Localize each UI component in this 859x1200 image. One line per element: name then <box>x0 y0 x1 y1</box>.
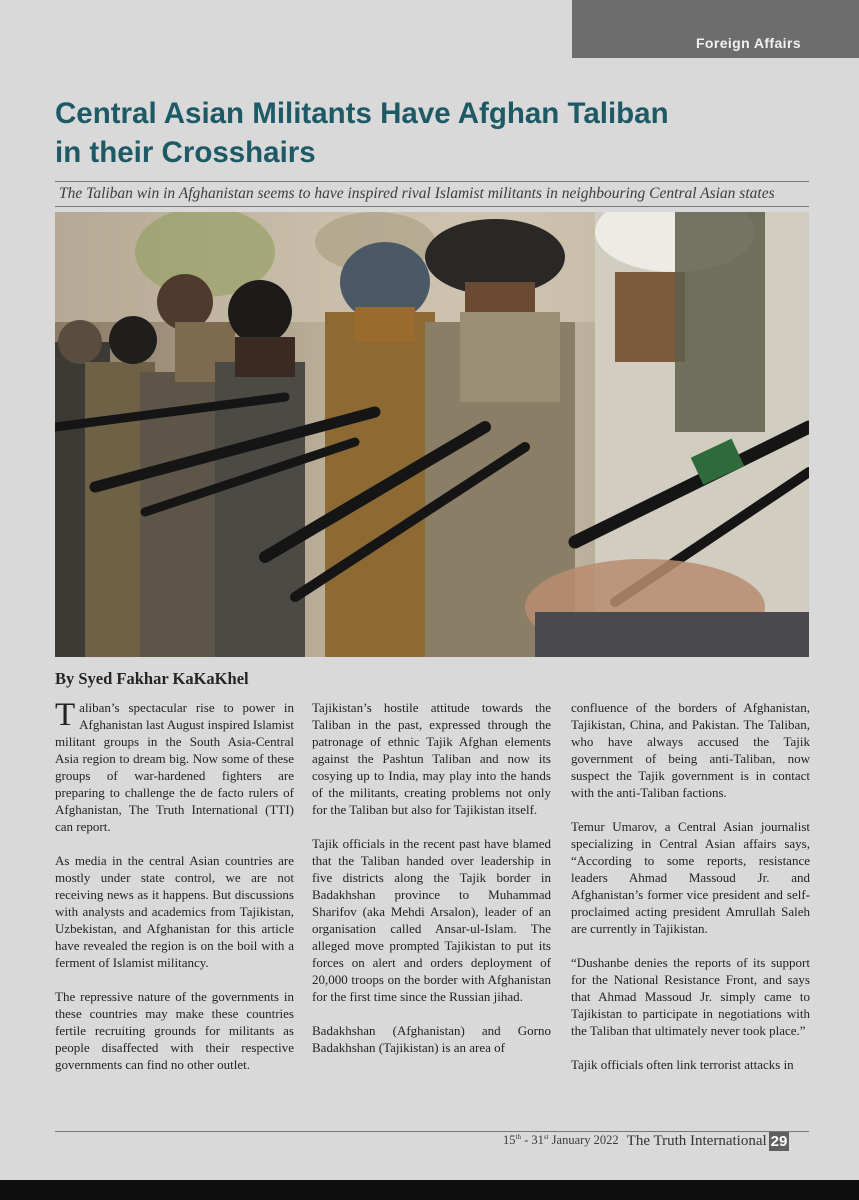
article-standfirst: The Taliban win in Afghanistan seems to have inspired rival Islamist militants in neighbouring Central Asian states <box>55 181 809 207</box>
paragraph: The repressive nature of the governments in these countries may make these countries fertile recruiting grounds for militants as people disaffected with their respective governments can find no other outlet. <box>55 989 294 1072</box>
drop-cap: T <box>55 697 76 733</box>
article-headline <box>55 94 815 172</box>
date-part: - 31 <box>520 1133 544 1148</box>
paragraph: Tajikistan’s hostile attitude towards the Taliban in the past, expressed through the patronage of ethnic Tajik Afghan elements against the Pashtun Taliban and now its cosying up to India, may play into the hands of the militants, creating problems not only for the Taliban but also for Tajikistan itself. <box>312 700 551 817</box>
page-number: 29 <box>770 1132 788 1150</box>
bottom-edge <box>0 1180 859 1200</box>
militants-photo-illustration <box>55 212 809 657</box>
date-suffix: st <box>543 1133 549 1142</box>
paragraph: “Dushanbe denies the reports of its support for the National Resistance Front, and says that Ahmad Massoud Jr. simply came to Tajikistan to participate in negotiations with the Taliban that ultimately never took place.” <box>571 955 810 1038</box>
article-byline: By Syed Fakhar KaKaKhel <box>55 669 249 688</box>
date-suffix: th <box>515 1133 521 1142</box>
section-tab <box>572 0 859 58</box>
date-part: 15 <box>503 1133 516 1148</box>
section-label: Foreign Affairs <box>695 35 801 51</box>
article-column-2 <box>312 699 551 1073</box>
paragraph: Badakhshan (Afghanistan) and Gorno Badakhshan (Tajikistan) is an area of <box>312 1023 551 1055</box>
headline-line-2: in their Crosshairs <box>55 136 316 169</box>
article-photo <box>55 212 809 657</box>
paragraph: Temur Umarov, a Central Asian journalist specializing in Central Asian affairs says, “According to some reports, resistance leaders Ahmad Massoud Jr. and Afghanistan’s former vice president and self-proclaimed acting president Amrullah Saleh are currently in Tajikistan. <box>571 819 810 936</box>
headline-line-1: Central Asian Militants Have Afghan Taliban <box>55 97 669 130</box>
paragraph-text: aliban’s spectacular rise to power in Afghanistan last August inspired Islamist militant groups in the South Asia-Central Asia region to dream big. Now some of these groups of war-hardened fighters are preparing to challenge the de facto rulers of Afghanistan, The Truth International (TTI) can report. <box>55 700 294 834</box>
publication-name: The Truth International <box>626 1132 767 1149</box>
issue-date <box>503 1133 619 1148</box>
date-part: January 2022 <box>548 1133 619 1148</box>
paragraph: Tajik officials often link terrorist attacks in <box>571 1057 794 1072</box>
page-footer <box>503 1130 789 1152</box>
paragraph: As media in the central Asian countries are mostly under state control, we are not receiving news as it happens. But discussions with analysts and academics from Tajikistan, Uzbekistan, and Afghanistan for this article have revealed the region is on the boil with a ferment of Islamist militancy. <box>55 853 294 970</box>
paragraph: confluence of the borders of Afghanistan, Tajikistan, China, and Pakistan. The Taliban, who have always accused the Tajik government of being anti-Taliban, now suspect the Tajik government is in contact with the anti-Taliban factions. <box>571 700 810 800</box>
article-column-1 <box>55 699 294 1090</box>
paragraph: Tajik officials in the recent past have blamed that the Taliban handed over leadership in five districts along the Tajik border in Badakhshan province to Muhammad Sharifov (aka Mehdi Arsalon), leader of an organisation called Ansar-ul-Islam. The alleged move prompted Tajikistan to put its forces on alert and orders deployment of 20,000 troops on the border with Afghanistan for the first time since the Russian jihad. <box>312 836 551 1004</box>
article-column-3 <box>571 699 810 1090</box>
paragraph <box>55 699 294 835</box>
